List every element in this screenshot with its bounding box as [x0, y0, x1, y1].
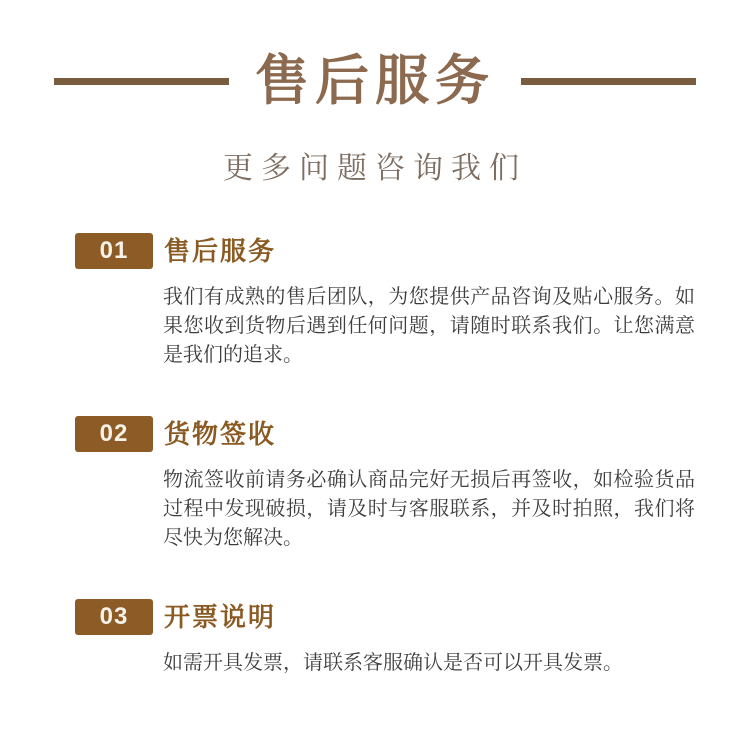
section-header — [75, 599, 750, 635]
section-number-badge: 01 — [75, 233, 153, 269]
section-paragraph: 物流签收前请务必确认商品完好无损后再签收，如检验货品过程中发现破损，请及时与客服联系，并及时拍照，我们将尽快为您解决。 — [163, 469, 695, 549]
section-paragraph: 如需开具发票，请联系客服确认是否可以开具发票。 — [163, 652, 623, 674]
section-header — [75, 416, 750, 452]
page-title: 售后服务 — [255, 51, 495, 111]
section-number-badge: 03 — [75, 599, 153, 635]
section-heading: 开票说明 — [164, 602, 277, 632]
sections-list — [0, 233, 750, 678]
section-invoice-note — [75, 599, 750, 678]
title-rule-right — [521, 78, 696, 85]
section-paragraph: 我们有成熟的售后团队，为您提供产品咨询及贴心服务。如果您收到货物后遇到任何问题，请随时联系我们。让您满意是我们的追求。 — [163, 286, 695, 366]
section-goods-receipt — [75, 416, 750, 553]
page-header — [0, 0, 750, 112]
section-after-sales — [75, 233, 750, 370]
title-rule-left — [54, 78, 229, 85]
section-heading: 售后服务 — [164, 236, 277, 266]
section-heading: 货物签收 — [164, 419, 277, 449]
page-subtitle: 更多问题咨询我们 — [223, 152, 527, 185]
section-header — [75, 233, 750, 269]
section-number-badge: 02 — [75, 416, 153, 452]
